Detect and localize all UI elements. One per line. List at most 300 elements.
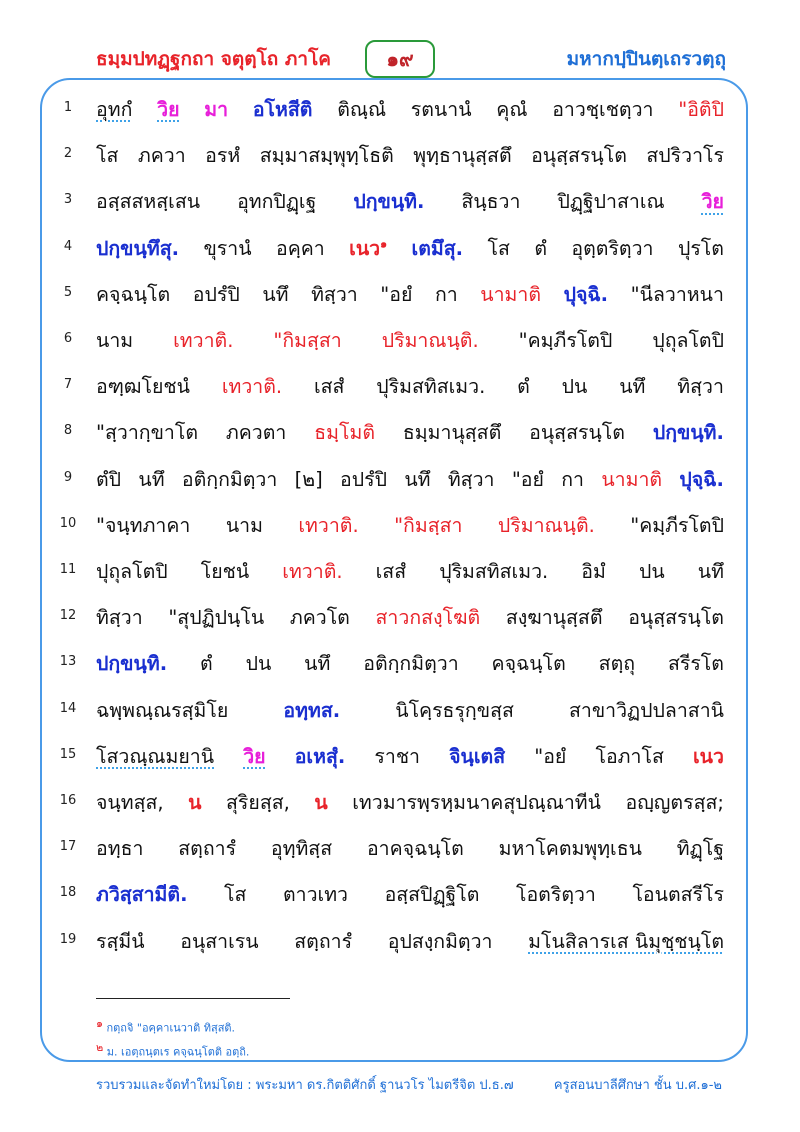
word-text: ปกฺขนฺทิ. — [96, 652, 168, 676]
word — [182, 464, 277, 495]
footer-course: ครูสอนบาลีศึกษา ชั้น บ.ศ.๑-๒ — [553, 1078, 722, 1093]
text-line — [0, 180, 800, 220]
word-text: อญฺญตรสฺส; — [625, 791, 724, 814]
word — [376, 602, 481, 633]
word-text: อติกฺกมิตฺวา — [181, 467, 278, 491]
word-text: อิมํ — [581, 560, 606, 583]
text-line — [0, 642, 800, 682]
word-text: "คมฺภีรโตปิ — [518, 329, 613, 352]
word — [678, 94, 724, 125]
word — [363, 648, 458, 679]
word — [273, 325, 341, 356]
text-line — [0, 873, 800, 913]
word — [96, 648, 167, 679]
word — [385, 879, 480, 910]
word — [492, 648, 566, 679]
line-number: 14 — [59, 700, 77, 716]
word-text: "อยํ — [511, 467, 544, 491]
word — [246, 648, 272, 679]
word-text: กา — [434, 282, 458, 306]
word-text: นาม — [225, 513, 263, 537]
word-text: อาวชฺเชตฺวา — [552, 98, 654, 121]
word — [294, 926, 352, 957]
line-number: 1 — [63, 100, 73, 115]
word-text: ปริมาณนฺติ. — [497, 513, 595, 537]
text-line — [0, 920, 800, 960]
word-text: อนุสฺสรนฺโต — [531, 144, 627, 168]
text-line — [0, 88, 800, 128]
word-text: สุริยสฺส, — [226, 791, 290, 814]
word-text: นทึ — [304, 652, 331, 676]
word — [534, 741, 566, 772]
word-text: นทึ — [262, 282, 289, 306]
footnote-mark: ๒ — [96, 1041, 104, 1054]
word — [531, 140, 627, 171]
word — [295, 741, 346, 772]
word-text: โสวณฺณมยานิ — [96, 744, 215, 768]
word-text: ทิฏฺโฐ — [676, 837, 724, 861]
word-text: ขุรานํ — [203, 236, 252, 260]
word — [298, 510, 358, 541]
word-text: ปิฏฺฐิปาสาเณ — [557, 190, 665, 214]
word — [314, 787, 327, 818]
word-text: สรีรโต — [667, 652, 724, 676]
word — [253, 94, 313, 125]
word-text: นิโคฺรธรุกฺขสฺส — [395, 698, 514, 722]
word-text: น — [188, 791, 202, 814]
word — [262, 279, 288, 310]
line-number: 7 — [63, 377, 73, 393]
word — [96, 94, 132, 125]
word — [403, 417, 501, 448]
word — [349, 233, 387, 264]
word-text: น — [314, 791, 328, 814]
word-text: อฑฺฒโยชนํ — [96, 375, 190, 399]
word — [653, 417, 724, 448]
word-text: อเหสุํ. — [294, 744, 346, 768]
word — [337, 94, 386, 125]
word-text: โส — [487, 236, 510, 260]
word — [96, 464, 121, 495]
word — [529, 417, 625, 448]
word-text: เนว — [349, 236, 381, 260]
word-text: จนฺทสฺส, — [96, 791, 164, 814]
word-text: โอภาโส — [595, 744, 664, 768]
footnote-divider — [96, 998, 290, 999]
line-text — [96, 648, 724, 679]
word — [282, 556, 342, 587]
text-line — [0, 227, 800, 267]
word-text: วิย — [157, 98, 180, 121]
word — [96, 926, 145, 957]
word-text: ปกฺขนฺทึสุ. — [96, 236, 180, 260]
word-text: อทฺทส. — [283, 698, 341, 722]
word-text: ปุถุลโตปิ — [96, 560, 168, 583]
word — [498, 510, 595, 541]
word — [173, 325, 233, 356]
word-text: ธมฺมานุสฺสตึ — [402, 421, 502, 445]
word — [226, 417, 286, 448]
text-line — [0, 134, 800, 174]
word-text: พุทฺธานุสฺสตึ — [413, 144, 512, 168]
line-text — [96, 926, 724, 957]
word — [203, 233, 251, 264]
word-text: อโหสีติ — [252, 98, 313, 121]
word — [201, 556, 249, 587]
footnote-text: กตฺถจิ "อคฺคาเนวาติ ทิสฺสติ. — [106, 1021, 236, 1035]
line-number: 10 — [59, 515, 77, 531]
word — [276, 233, 325, 264]
word — [157, 94, 179, 125]
word — [628, 602, 724, 633]
word-text: จินฺเตสิ — [449, 744, 506, 768]
text-line — [0, 596, 800, 636]
word — [224, 879, 246, 910]
footnote-text: ม. เอตฺถนฺตเร คจฺฉนฺโตติ อตฺถิ. — [106, 1045, 250, 1059]
word — [376, 556, 406, 587]
word-text: อนุสฺสรนฺโต — [529, 421, 625, 445]
word — [205, 140, 240, 171]
word — [599, 648, 635, 679]
word-text: อรหํ — [205, 144, 241, 168]
line-number: 17 — [59, 839, 77, 855]
text-line — [0, 411, 800, 451]
word-text: มหาโคตมพุทฺเธน — [498, 837, 642, 861]
word-text: ปุริมสทิสเมว. — [439, 560, 549, 583]
word-text: โส — [96, 144, 119, 168]
text-line — [0, 273, 800, 313]
word-text: ตํ — [517, 375, 530, 399]
word — [646, 140, 724, 171]
chapter-title: มหากปฺปินตฺเถรวตฺถุ — [566, 48, 726, 70]
word — [178, 833, 236, 864]
word — [222, 371, 282, 402]
word — [552, 94, 653, 125]
word — [534, 233, 547, 264]
text-line — [0, 365, 800, 405]
word-text: ปน — [561, 375, 588, 399]
word — [96, 140, 118, 171]
line-text — [96, 510, 724, 541]
word — [96, 695, 228, 726]
word — [96, 279, 170, 310]
word — [693, 741, 724, 772]
line-number: 3 — [63, 192, 73, 208]
word-text: "อยํ — [380, 282, 413, 306]
word-text: "กิมสฺสา — [273, 329, 342, 352]
word — [188, 787, 201, 818]
word-text: "จนฺทภาคา — [96, 513, 191, 537]
word-text: อุทกํ — [96, 98, 133, 121]
word-text: อสฺสสหสฺเสน — [96, 190, 201, 214]
line-text — [96, 417, 724, 448]
word-text: นทึ — [697, 560, 724, 583]
word-text: อาคจฺฉนฺโต — [366, 837, 464, 861]
line-number: 4 — [63, 238, 73, 254]
line-text — [96, 371, 724, 402]
word — [283, 879, 348, 910]
word — [314, 417, 375, 448]
word — [374, 741, 420, 772]
word — [631, 279, 724, 310]
word-text: ปุริมสทิสเมว. — [376, 375, 486, 399]
word-text: สาขาวิฏปปลาสานิ — [568, 698, 724, 722]
line-number: 9 — [63, 469, 73, 485]
text-line — [0, 781, 800, 821]
word-text: นทึ — [404, 467, 431, 491]
word-text: มโนสิลารเส นิมุชฺชนฺโต — [528, 929, 724, 953]
word-text: เทวาติ. — [282, 560, 343, 583]
word — [388, 926, 493, 957]
page-header — [0, 40, 800, 80]
word — [96, 879, 187, 910]
word — [411, 94, 472, 125]
word — [243, 741, 265, 772]
word-text: ปกฺขนฺทิ. — [652, 421, 724, 445]
word-text: โยชนํ — [200, 560, 250, 583]
word — [569, 695, 724, 726]
word-text: สมฺมาสมฺพุทฺโธติ — [259, 144, 394, 168]
word-text: ราชา — [374, 744, 420, 768]
word-text: อติกฺกมิตฺวา — [363, 652, 459, 676]
word-text: สปริวาโร — [646, 144, 724, 168]
word — [204, 94, 228, 125]
word-text: อทฺธา — [96, 837, 144, 861]
word — [295, 464, 323, 495]
line-text — [96, 279, 724, 310]
word — [439, 556, 548, 587]
word — [226, 510, 263, 541]
word-text: "กิมสฺสา — [394, 513, 463, 537]
word — [625, 787, 723, 818]
word-text: ตํ — [200, 652, 213, 676]
line-text — [96, 879, 724, 910]
word — [698, 556, 724, 587]
word-text: ปริมาณนฺติ. — [381, 329, 479, 352]
word-text: "อยํ — [534, 744, 567, 768]
word-text: วิย — [243, 744, 266, 768]
word — [271, 833, 332, 864]
text-line — [0, 689, 800, 729]
word-text: นทึ — [138, 467, 165, 491]
word-text: ปุถุลโตปิ — [652, 329, 724, 352]
word-text: เตมึสุ. — [411, 236, 464, 260]
word — [376, 371, 485, 402]
word — [652, 325, 724, 356]
word-text: โส — [224, 883, 247, 907]
line-text — [96, 233, 724, 264]
word — [557, 186, 664, 217]
word — [200, 648, 213, 679]
word — [96, 741, 214, 772]
word-text: ปุจฺฉิ. — [563, 282, 609, 306]
word-text: ตํปิ — [96, 467, 122, 491]
word-text: ธมฺโมติ — [314, 421, 375, 445]
word-text: อสฺสปิฏฺฐิโต — [384, 883, 480, 907]
word — [632, 879, 724, 910]
word — [367, 833, 464, 864]
word — [512, 464, 544, 495]
word — [517, 371, 530, 402]
word — [304, 648, 330, 679]
word — [496, 94, 527, 125]
word — [461, 186, 520, 217]
word — [678, 233, 724, 264]
word-text: ปุจฺฉิ. — [679, 467, 724, 491]
word — [168, 602, 264, 633]
word — [340, 464, 387, 495]
word — [448, 464, 495, 495]
line-number: 5 — [63, 284, 73, 300]
word-text: "คมฺภีรโตปิ — [630, 513, 724, 537]
word — [96, 787, 164, 818]
footnote-1 — [96, 1014, 235, 1037]
word-text: สินฺธวา — [461, 190, 521, 214]
word — [480, 279, 541, 310]
word — [581, 556, 606, 587]
word-text: นาม — [96, 329, 134, 352]
word-text: อุทกปิฏฺเฐ — [237, 190, 317, 214]
word-text: ทิสฺวา — [311, 282, 358, 306]
footnote-mark: ๑ — [96, 1017, 103, 1030]
word — [96, 371, 190, 402]
word-text: ปน — [638, 560, 665, 583]
line-number: 13 — [59, 654, 77, 670]
word — [487, 233, 509, 264]
word — [382, 325, 479, 356]
text-line — [0, 504, 800, 544]
line-text — [96, 833, 724, 864]
word-text: รสฺมีนํ — [96, 929, 145, 953]
word — [96, 833, 143, 864]
text-line — [0, 827, 800, 867]
word-text: ภควา — [137, 144, 186, 168]
word-text: ปน — [245, 652, 272, 676]
word — [630, 510, 724, 541]
word — [260, 140, 394, 171]
word-text: ปุรโต — [677, 236, 724, 260]
word-text: อุทฺทิสฺส — [270, 837, 333, 861]
word-text: ปกฺขนฺทิ. — [353, 190, 425, 214]
line-number: 8 — [63, 423, 73, 439]
word-text: ภควตา — [225, 421, 287, 445]
word-text: อคฺคา — [275, 236, 325, 260]
word-text: สาวกสงฺโฆติ — [375, 606, 481, 630]
word-text: นามาติ — [601, 467, 663, 491]
book-title: ธมฺมปทฏฺฐกถา จตุตฺโถ ภาโค — [96, 48, 332, 70]
word — [394, 510, 462, 541]
word — [528, 926, 724, 957]
word — [180, 926, 258, 957]
word-text: อนุสฺสรนฺโต — [628, 606, 724, 630]
line-number: 18 — [59, 885, 77, 901]
line-text — [96, 186, 724, 217]
word-text: ทิสฺวา — [677, 375, 724, 399]
word-text: เสสํ — [375, 560, 407, 583]
line-number: 16 — [59, 793, 77, 808]
line-text — [96, 741, 724, 772]
word — [404, 464, 430, 495]
word — [193, 279, 240, 310]
word — [311, 279, 358, 310]
word — [595, 741, 663, 772]
word-text: อปรํปิ — [192, 282, 240, 306]
word-text: โอนตสรีโร — [632, 883, 724, 907]
word-text: ตํ — [534, 236, 547, 260]
word — [564, 279, 609, 310]
word-text: กา — [561, 467, 585, 491]
footnote-2 — [96, 1038, 249, 1061]
word-text: ทิสฺวา — [96, 606, 143, 630]
line-text — [96, 556, 724, 587]
word — [677, 833, 724, 864]
word-text: เทวาติ. — [173, 329, 234, 352]
word-text: สตฺถุ — [598, 652, 636, 676]
word — [226, 787, 290, 818]
word — [677, 371, 724, 402]
word — [639, 556, 665, 587]
page-footer — [0, 1074, 800, 1098]
line-number: 12 — [59, 608, 77, 624]
word-text: คจฺฉนฺโต — [491, 652, 566, 676]
word-text: "สุปฏิปนฺโน — [168, 606, 265, 630]
text-line — [0, 735, 800, 775]
word-text: เทวาติ. — [221, 375, 283, 399]
word-text: อนุสาเรน — [180, 929, 259, 953]
word-text: วิย — [701, 190, 724, 214]
word — [96, 417, 198, 448]
line-text — [96, 325, 724, 356]
word — [380, 279, 412, 310]
footer-author: รวบรวมและจัดทำใหม่โดย : พระมหา ดร.กิตติศักดิ์ ฐานวโร ไมตรีจิต ป.ธ.๗ — [96, 1078, 514, 1093]
line-text — [96, 464, 724, 495]
word — [237, 186, 316, 217]
word — [353, 186, 424, 217]
word-text: นทึ — [619, 375, 646, 399]
word — [619, 371, 645, 402]
word-text: สตฺถารํ — [294, 929, 353, 953]
word — [138, 140, 186, 171]
text-line — [0, 458, 800, 498]
word — [562, 371, 588, 402]
line-number: 19 — [59, 931, 77, 947]
word-text: โอตริตฺวา — [516, 883, 596, 907]
word-text: ติณฺณํ — [337, 98, 387, 121]
word-text: ภควโต — [289, 606, 350, 630]
word — [679, 464, 724, 495]
word-text: "อิติปิ — [678, 98, 724, 121]
word — [138, 464, 164, 495]
line-text — [96, 602, 724, 633]
word — [506, 602, 603, 633]
word — [352, 787, 601, 818]
word — [571, 233, 653, 264]
line-number: 15 — [59, 746, 77, 762]
line-number: 6 — [63, 331, 73, 346]
line-text — [96, 787, 724, 818]
word — [96, 186, 200, 217]
word-text: "สฺวากฺขาโต — [96, 421, 198, 445]
word — [668, 648, 724, 679]
word-text: รตนานํ — [410, 98, 472, 121]
word-text: นามาติ — [480, 282, 542, 306]
word — [435, 279, 458, 310]
word-text: ตาวเทว — [282, 883, 349, 907]
word-text: อุตฺตริตฺวา — [571, 236, 654, 260]
word-text: เสสํ — [313, 375, 345, 399]
word-text: ฉพฺพณฺณรสฺมิโย — [96, 698, 229, 722]
word-text: สตฺถารํ — [178, 837, 237, 861]
